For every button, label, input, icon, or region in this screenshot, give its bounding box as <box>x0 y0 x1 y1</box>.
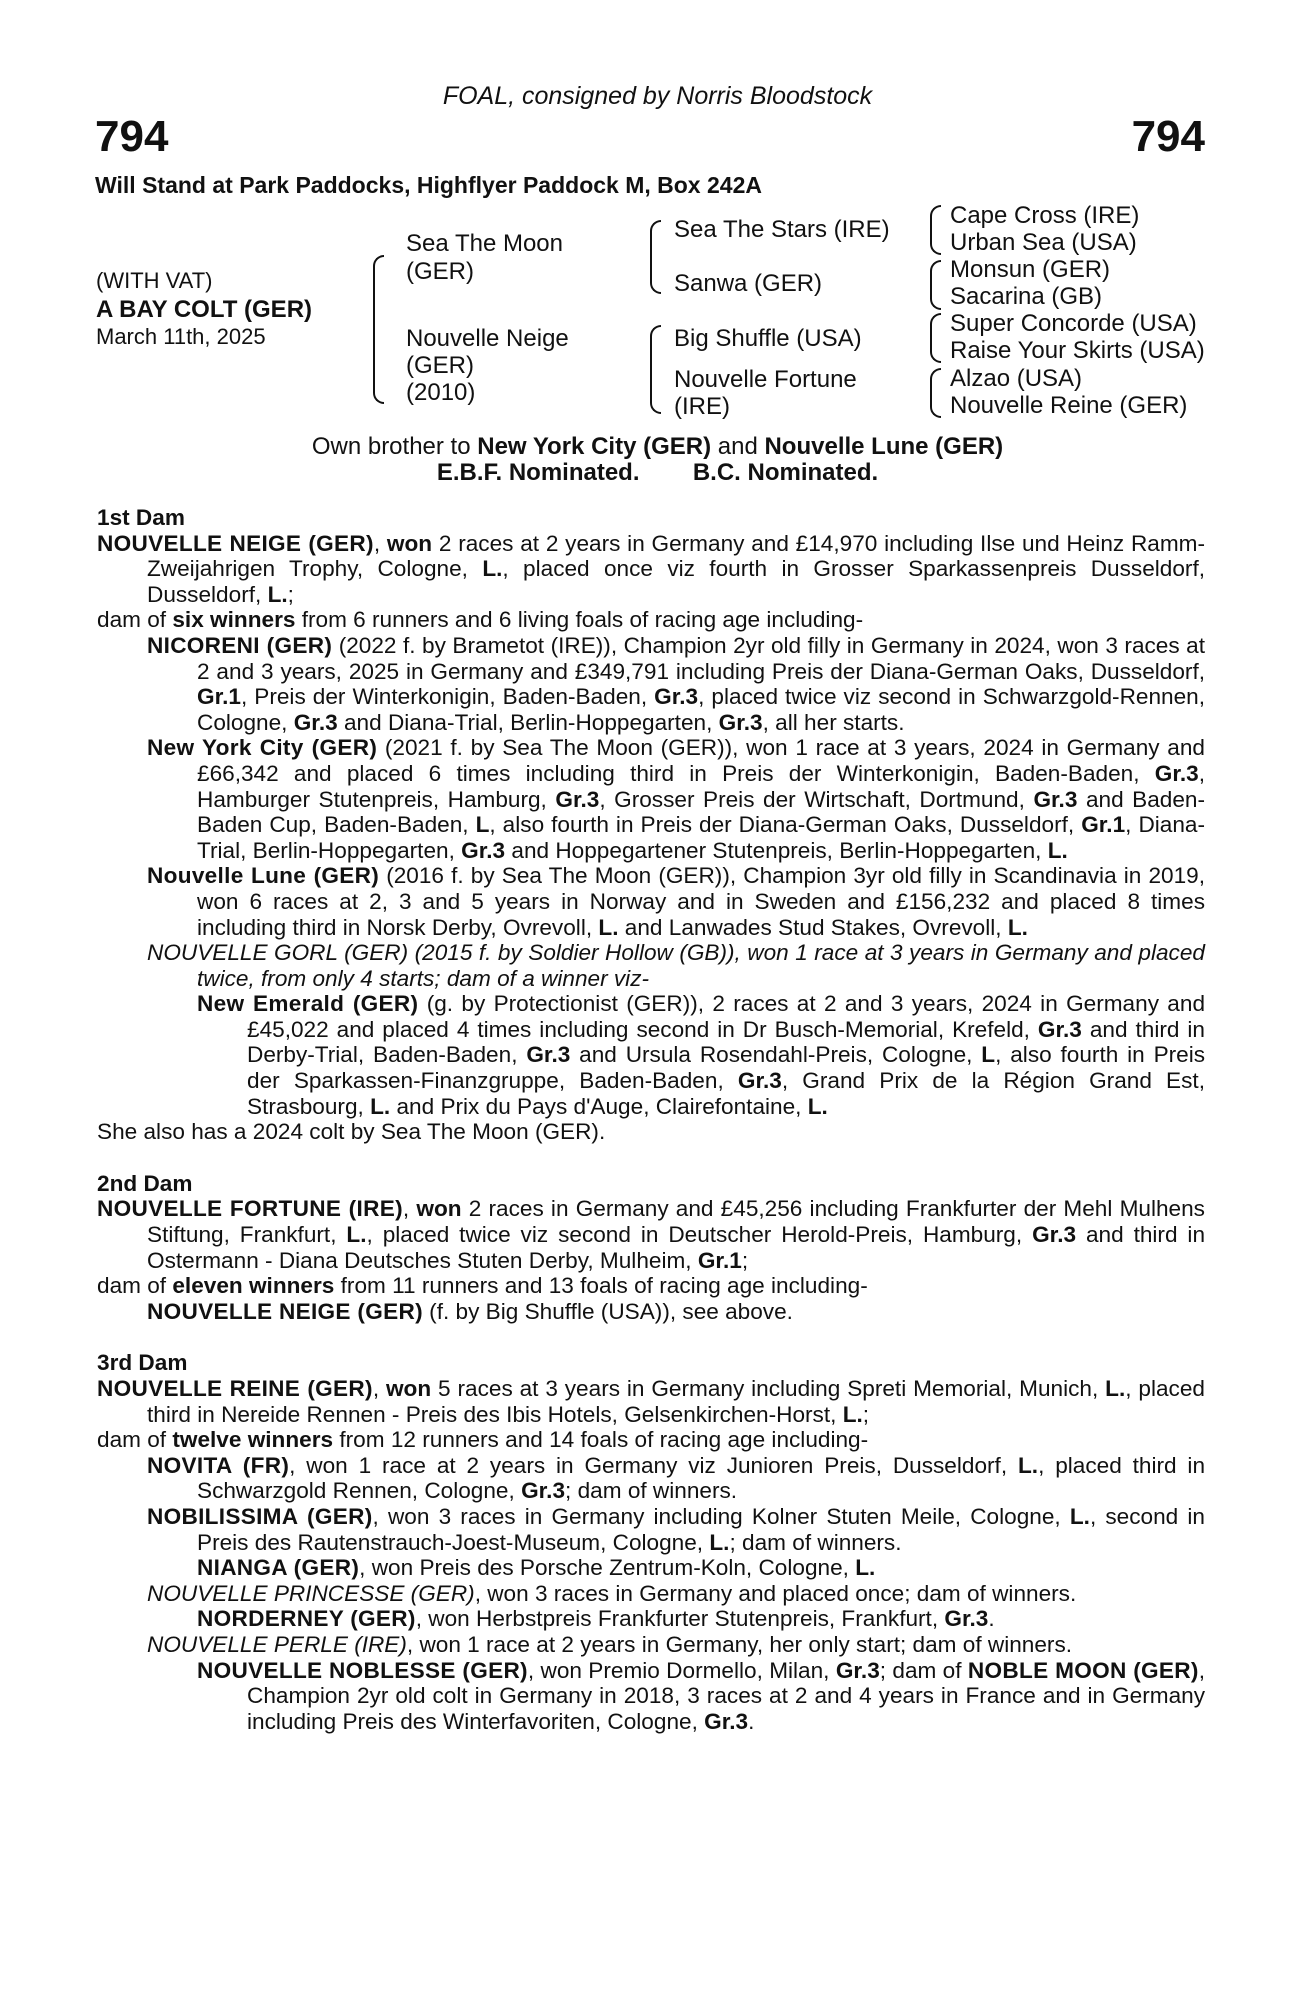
produce-nouvelle-lune: Nouvelle Lune (GER) (2016 f. by Sea The Moon (GER)), Champion 3yr old filly in Scandinavia in 2019, won 6 races at 2, 3 and 5 years in Norway and in Sweden and £156,232 and placed 8 times including third in Norsk Derby, Ovrevoll, L. and Lanwades Stud Stakes, Ovrevoll, L. <box>147 863 1205 940</box>
produce-nobilissima: NOBILISSIMA (GER), won 3 races in Germany including Kolner Stuten Meile, Cologne, L., second in Preis des Rautenstrauch-Joest-Museum, Cologne, L.; dam of winners. <box>147 1503 1205 1555</box>
subject-name: A BAY COLT (GER) <box>96 296 313 323</box>
sire-country: (GER) <box>406 258 474 285</box>
vat-label: (WITH VAT) <box>96 268 213 293</box>
produce-nicoreni: NICORENI (GER) (2022 f. by Brametot (IRE)), Champion 2yr old filly in Germany in 2024, won 3 races at 2 and 3 years, 2025 in Germany and £349,791 including Preis der Diana-German Oaks, Dusseldorf, Gr.1, Preis der Winterkonigin, Baden-Baden, Gr.3, placed twice viz second in Schwarzgold-Rennen, Cologne, Gr.3 and Diana-Trial, Berlin-Hoppegarten, Gr.3, all her starts. <box>147 632 1206 735</box>
pedigree-bracket-parents <box>373 255 384 404</box>
produce-nouvelle-gorl: NOUVELLE GORL (GER) (2015 f. by Soldier Hollow (GB)), won 1 race at 3 years in Germany and placed twice, from only 4 starts; dam of a winner viz- <box>147 940 1205 991</box>
stand-location: Will Stand at Park Paddocks, Highflyer Paddock M, Box 242A <box>95 172 762 198</box>
dam-sire: Big Shuffle (USA) <box>674 325 862 352</box>
sire-name: Sea The Moon <box>406 230 563 257</box>
third-dam-heading: 3rd Dam <box>97 1350 188 1376</box>
gg-5: Super Concorde (USA) <box>950 310 1197 337</box>
catalogue-body <box>97 505 1205 1734</box>
dam-dam-country: (IRE) <box>674 393 730 420</box>
subject-foaled: March 11th, 2025 <box>96 324 266 349</box>
second-dam-heading: 2nd Dam <box>97 1170 193 1196</box>
sire-dam: Sanwa (GER) <box>674 270 823 297</box>
produce-norderney: NORDERNEY (GER), won Herbstpreis Frankfurter Stutenpreis, Frankfurt, Gr.3. <box>197 1606 995 1632</box>
dam-year: (2010) <box>406 379 476 406</box>
dam-country: (GER) <box>406 352 474 379</box>
second-dam-produce-summary: dam of eleven winners from 11 runners and 13 foals of racing age including- <box>97 1273 868 1299</box>
gg-7: Alzao (USA) <box>950 365 1083 392</box>
first-dam-heading: 1st Dam <box>97 505 185 530</box>
third-dam-record: NOUVELLE REINE (GER), won 5 races at 3 years in Germany including Spreti Memorial, Munich, L., placed third in Nereide Rennen - Preis des Ibis Hotels, Gelsenkirchen-Horst, L.; <box>97 1376 1205 1427</box>
gg-3: Monsun (GER) <box>950 256 1111 283</box>
pedigree-bracket-g12 <box>930 205 941 255</box>
page-title: FOAL, consigned by Norris Bloodstock <box>442 82 873 110</box>
gg-4: Sacarina (GB) <box>950 283 1103 310</box>
produce-new-emerald: New Emerald (GER) (g. by Protectionist (GER)), 2 races at 2 and 3 years, 2024 in Germany and £45,022 and placed 4 times including second in Dr Busch-Memorial, Krefeld, Gr.3 and third in Derby-Trial, Baden-Baden, Gr.3 and Ursula Rosendahl-Preis, Cologne, L, also fourth in Preis der Sparkassen-Finanzgruppe, Baden-Baden, Gr.3, Grand Prix de la Région Grand Est, Strasbourg, L. and Prix du Pays d'Auge, Clairefontaine, L. <box>197 991 1206 1119</box>
lot-number-right: 794 <box>1131 112 1205 161</box>
pedigree-bracket-dam <box>650 325 661 414</box>
produce-nouvelle-perle: NOUVELLE PERLE (IRE), won 1 race at 2 years in Germany, her only start; dam of winners. <box>147 1631 1073 1657</box>
first-dam-record: NOUVELLE NEIGE (GER), won 2 races at 2 years in Germany and £14,970 including Ilse und Heinz Ramm-Zweijahrigen Trophy, Cologne, L., placed once viz fourth in Grosser Sparkassenpreis Dusseldorf, Dusseldorf, L.; <box>97 530 1206 607</box>
produce-nouvelle-noblesse: NOUVELLE NOBLESSE (GER), won Premio Dormello, Milan, Gr.3; dam of NOBLE MOON (GER), Champion 2yr old colt in Germany in 2018, 3 races at 2 and 4 years in France and in Germany including Preis des Winterfavoriten, Cologne, Gr.3. <box>197 1657 1205 1734</box>
nomination-note: E.B.F. Nominated. B.C. Nominated. <box>436 459 879 486</box>
gg-1: Cape Cross (IRE) <box>950 202 1140 229</box>
gg-6: Raise Your Skirts (USA) <box>950 337 1205 364</box>
second-dam-record: NOUVELLE FORTUNE (IRE), won 2 races in Germany and £45,256 including Frankfurter der Mehl Mulhens Stiftung, Frankfurt, L., placed twice viz second in Deutscher Herold-Preis, Hamburg, Gr.3 and third in Ostermann - Diana Deutsches Stuten Derby, Mulheim, Gr.1; <box>97 1196 1206 1273</box>
gg-2: Urban Sea (USA) <box>950 229 1137 256</box>
produce-nouvelle-princesse: NOUVELLE PRINCESSE (GER), won 3 races in Germany and placed once; dam of winners. <box>147 1580 1077 1606</box>
sire-sire: Sea The Stars (IRE) <box>674 216 890 243</box>
lot-number-left: 794 <box>95 112 169 161</box>
own-brother-note: Own brother to New York City (GER) and Nouvelle Lune (GER) <box>311 433 1004 460</box>
pedigree-bracket-g56 <box>930 313 941 363</box>
second-dam-produce: NOUVELLE NEIGE (GER) (f. by Big Shuffle (USA)), see above. <box>147 1298 793 1324</box>
dam-name: Nouvelle Neige <box>406 325 569 352</box>
dam-dam-name: Nouvelle Fortune <box>674 366 857 393</box>
gg-8: Nouvelle Reine (GER) <box>950 392 1188 419</box>
pedigree-bracket-sire <box>650 220 661 294</box>
first-dam-produce-summary: dam of six winners from 6 runners and 6 living foals of racing age including- <box>97 607 864 633</box>
also-has-note: She also has a 2024 colt by Sea The Moon (GER). <box>97 1119 606 1145</box>
pedigree-bracket-g34 <box>930 260 941 310</box>
third-dam-produce-summary: dam of twelve winners from 12 runners and 14 foals of racing age including- <box>97 1427 869 1453</box>
produce-nianga: NIANGA (GER), won Preis des Porsche Zentrum-Koln, Cologne, L. <box>197 1555 876 1581</box>
produce-new-york-city: New York City (GER) (2021 f. by Sea The Moon (GER)), won 1 race at 3 years, 2024 in Germany and £66,342 and placed 6 times including third in Preis der Winterkonigin, Baden-Baden, Gr.3, Hamburger Stutenpreis, Hamburg, Gr.3, Grosser Preis der Wirtschaft, Dortmund, Gr.3 and Baden-Baden Cup, Baden-Baden, L, also fourth in Preis der Diana-German Oaks, Dusseldorf, Gr.1, Diana-Trial, Berlin-Hoppegarten, Gr.3 and Hoppegartener Stutenpreis, Berlin-Hoppegarten, L. <box>147 735 1206 863</box>
produce-novita: NOVITA (FR), won 1 race at 2 years in Germany viz Junioren Preis, Dusseldorf, L., placed third in Schwarzgold Rennen, Cologne, Gr.3; dam of winners. <box>147 1452 1206 1504</box>
pedigree-bracket-g78 <box>930 368 941 418</box>
